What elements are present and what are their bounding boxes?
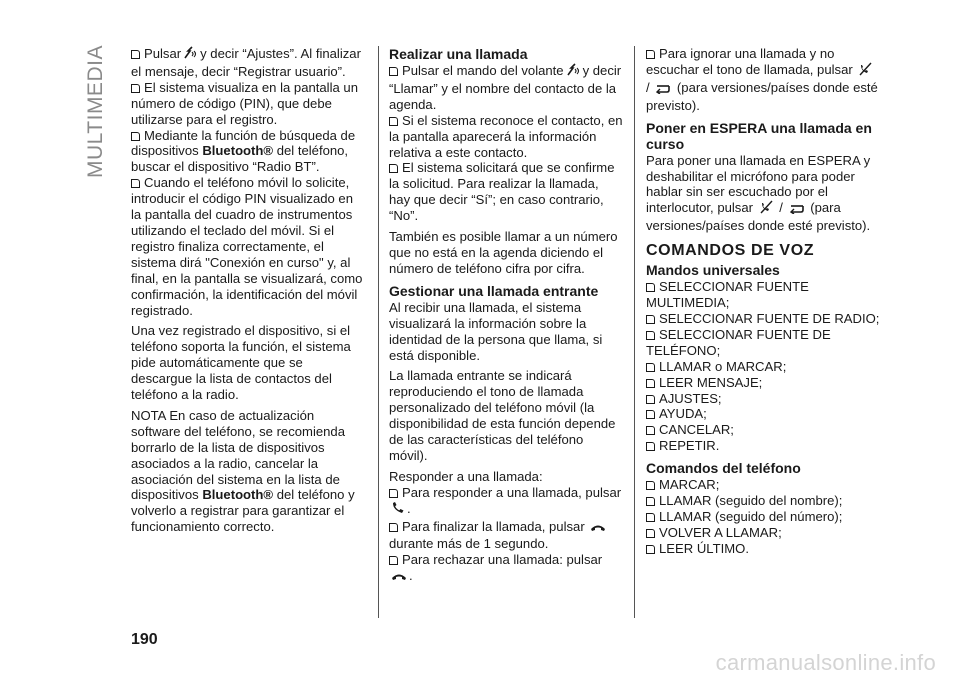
text: / [646,79,650,95]
bullet-icon [646,315,655,324]
column-1 [131,46,364,535]
bullet-icon [646,379,655,388]
paragraph [389,519,623,553]
list-item: MARCAR; [646,477,882,493]
heading: Gestionar una llamada entrante [389,282,599,299]
phone-hangup-icon [391,570,407,586]
paragraph: Una vez registrado el dispositivo, si el teléfono soporta la función, el sistema pide automáticamente que se descargue la lista de contactos del teléfono a la radio. [131,323,351,403]
phone-commands-list [646,477,882,557]
list-item: AJUSTES; [646,391,882,407]
text: / [779,200,783,216]
bullet-icon [646,497,655,506]
bullet-icon [646,395,655,404]
page-number: 190 [131,631,158,648]
bullet-icon [646,426,655,435]
mute-icon [858,62,873,80]
bullet-icon [646,363,655,372]
bullet-icon [389,489,398,498]
list-item: SELECCIONAR FUENTE DE TELÉFONO; [646,326,831,358]
bullet-icon [646,331,655,340]
text: Cuando el teléfono móvil lo solicite, introducir el código PIN visualizado en la pantalla del cuadro de instrumentos utilizando el teclado del móvil. Si el registro finaliza correctamente, el sistema dirá "Conexión en curso" y, al final, en la pantalla se visualizará, como confirmación, la identificación del móvil registrado. [131,175,363,318]
bullet-icon [389,164,398,173]
paragraph [389,113,623,161]
paragraph: También es posible llamar a un número que no está en la agenda diciendo el número de teléfono cifra por cifra. [389,229,618,276]
text: Para ignorar una llamada y no escuchar el tono de llamada, pulsar [646,46,853,77]
text: El sistema visualiza en la pantalla un número de código (PIN), que debe utilizarse para el registro. [131,79,358,127]
text: del teléfono y volverlo a registrar para garantizar el funcionamiento correcto. [131,487,355,535]
bold-text: Bluetooth® [202,487,274,503]
paragraph: Para responder a una llamada, pulsar . [389,485,623,519]
paragraph [646,46,882,114]
bullet-icon [389,117,398,126]
text: NOTA En caso de actualización software del teléfono, se recomienda borrarlo de la lista de dispositivos asociados a la radio, cancelar la asociación del sistema en la lista de dispositivos [131,407,345,503]
text: (para versiones/países donde esté previsto). [646,79,878,113]
text: y decir “Llamar” y el nombre del contacto de la agenda. [389,63,622,112]
bullet-icon [646,545,655,554]
text: (para versiones/países donde esté previsto). [646,200,871,234]
paragraph: Al recibir una llamada, el sistema visualizará la información sobre la identidad de la persona que llama, si está disponible. [389,299,603,363]
column-3 [646,46,882,557]
paragraph [131,175,364,318]
list-item: REPETIR. [646,438,882,454]
paragraph [131,80,364,128]
list-item: LEER ÚLTIMO. [646,541,882,557]
bullet-icon [646,283,655,292]
list-item: SELECCIONAR FUENTE DE RADIO; [646,311,882,327]
return-arrow-icon [655,82,671,98]
list-item: CANCELAR; [646,422,882,438]
text: Mediante la función de búsqueda de dispositivos [131,127,356,159]
text: durante más de 1 segundo. [389,536,549,552]
heading: Comandos del teléfono [646,460,801,477]
bullet-icon [131,84,140,93]
text: Para rechazar una llamada: pulsar [402,552,603,568]
paragraph: La llamada entrante se indicará reproduciendo el tono de llamada personalizado del teléfono móvil (la disponibilidad de esta función depende de las características del teléfono móvil). [389,368,616,463]
bullet-icon [646,513,655,522]
heading: Realizar una llamada [389,46,528,62]
text: del teléfono, buscar el dispositivo “Radio BT”. [131,143,349,175]
bullet-icon [131,179,140,188]
text: Para finalizar la llamada, pulsar [402,518,585,534]
paragraph [389,63,623,113]
list-item: LLAMAR (seguido del nombre); [646,493,882,509]
text: Pulsar [144,46,182,61]
heading: Poner en ESPERA una llamada en curso [646,119,872,152]
voice-command-icon [183,46,198,64]
mute-icon [759,200,774,218]
section-heading: COMANDOS DE VOZ [646,242,815,260]
phone-hangup-icon [590,521,606,537]
list-item: VOLVER A LLAMAR; [646,525,882,541]
text: Para poner una llamada en ESPERA y deshabilitar el micrófono para poder hablar sin ser escuchado por el interlocutor, pulsar [646,152,871,216]
list-item: AYUDA; [646,406,882,422]
section-title-text: MULTIMEDIA [84,45,107,178]
bold-text: Bluetooth® [202,143,274,159]
heading: Mandos universales [646,262,780,279]
paragraph: Para rechazar una llamada: pulsar . [389,552,623,586]
paragraph: Responder a una llamada: [389,468,543,484]
bullet-icon [131,132,140,141]
return-arrow-icon [789,202,805,218]
text: Pulsar el mando del volante [402,63,564,78]
paragraph [646,153,882,235]
voice-command-icon [566,63,581,81]
universal-commands-list [646,279,882,454]
bullet-icon [646,50,655,59]
bullet-icon [646,410,655,419]
text: y decir “Ajustes”. Al finalizar el mensaje, decir “Registrar usuario”. [131,46,361,79]
bullet-icon [646,529,655,538]
text: Para responder a una llamada, pulsar [402,484,622,500]
list-item: SELECCIONAR FUENTE MULTIMEDIA; [646,279,809,311]
text: Si el sistema reconoce el contacto, en la pantalla aparecerá la información relativa a este contacto. [389,112,623,160]
phone-answer-icon [391,501,405,519]
bullet-icon [389,556,398,565]
bullet-icon [131,50,140,59]
section-title [84,45,110,178]
paragraph [131,128,364,176]
paragraph [389,160,623,224]
list-item: LLAMAR (seguido del número); [646,509,882,525]
bullet-icon [389,67,398,76]
watermark: carmanualsonline.info [715,650,936,675]
bullet-icon [389,523,398,532]
column-divider [378,46,379,618]
bullet-icon [646,481,655,490]
column-2 [389,46,623,586]
list-item: LLAMAR o MARCAR; [646,359,882,375]
paragraph [131,408,364,535]
list-item: LEER MENSAJE; [646,375,882,391]
bullet-icon [646,442,655,451]
paragraph [131,46,364,80]
column-divider [634,46,635,618]
text: El sistema solicitará que se confirme la solicitud. Para realizar la llamada, hay que decir “Sí”; en caso contrario, “No”. [389,160,615,224]
